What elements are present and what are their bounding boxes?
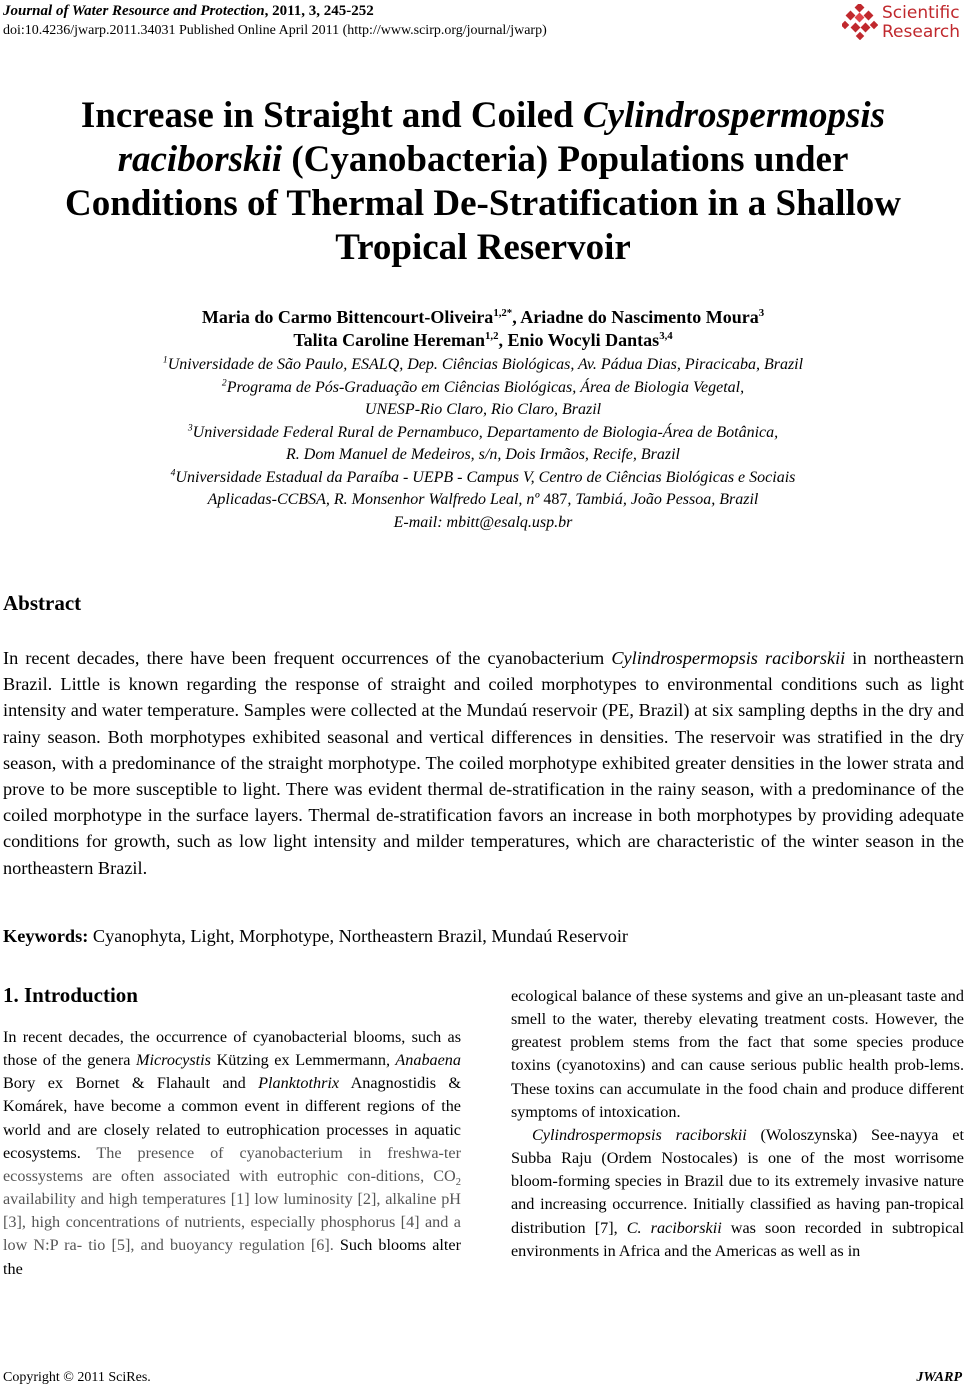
author-1-sup: 1,2* [493,307,513,319]
affiliation-2-num: 2 [221,377,227,389]
intro-p2-species: Cylindrospermopsis raciborskii [532,1125,747,1144]
affiliation-2-text: Programa de Pós-Graduação em Ciências Biológicas, Área de Biologia Vegetal, [226,378,745,396]
authors [0,306,966,352]
journal-header [3,2,374,21]
intro-p2-species-abbr: C. raciborskii [626,1218,722,1237]
abstract-body [3,645,964,881]
email-label: E-mail [393,513,438,531]
affiliation-4b-post: , Tambiá, João Pessoa, Brazil [567,491,759,508]
intro-p1-genus-1: Microcystis [136,1051,211,1070]
affiliation-4-text: Universidade Estadual da Paraíba - UEPB - Campus V, Centro de Ciências Biológicas e Sociais [175,468,796,486]
intro-p1-g: Anagnostidis & Komárek, have become a common event in different regions of the world and are closely related to eutrophication processes in aquatic ecosystems. [3,1074,461,1162]
abstract-heading: Abstract [3,591,82,615]
doi-line: doi:10.4236/jwarp.2011.34031 Published Online April 2011 (http://www.scirp.org/journal/jwarp) [3,23,547,38]
intro-p1-c: Kützing ex Lemmermann [210,1051,386,1070]
footer-journal-abbr: JWARP [916,1370,962,1385]
footer-copyright: Copyright © 2011 SciRes. [3,1370,151,1385]
affiliation-4b [0,489,966,512]
title-part2: (Cyanobacteria) Populations under Conditions of Thermal De-Stratification in a Shallow Tropical Reservoir [65,139,901,268]
affiliation-2b: UNESP-Rio Claro, Rio Claro, Brazil [364,401,602,418]
title-part1: Increase in Straight and Coiled [80,95,583,136]
affiliation-3-text: Universidade Federal Rural de Pernambuco, Departamento de Biologia-Área de Botânica, [192,423,779,441]
intro-p1-grey-2: availability and high temperatures [1] low luminosity [2], alkaline pH [3], high concentrations of nutrients, especially phosphorus [4] and a low N:P ra- tio [5], and buoyancy regulation [6]. [3,1190,461,1255]
affiliation-1 [0,354,966,377]
keywords-label: Keywords: [3,926,89,946]
intro-p2-b: (Woloszynska) See-nayya et Subba Raju (Ordem Nostocales) is one of the most worrisome bloom-forming species in Brazil due to its extremely invasive nature and increasing occurrence. Initially classified as having pan-tropical distribution [7], [511,1125,964,1237]
affiliation-2 [0,377,966,400]
intro-p1-grey-1: The presence of cyanobacterium in freshwa-ter ecossystems are often associated with eutrophic con-ditions, CO [3,1143,461,1185]
keywords [3,924,628,948]
intro-p1-e: Bory ex Bornet & Flahault and [3,1074,259,1093]
email-line [0,512,966,535]
author-4: , Enio Wocyli Dantas [498,330,660,350]
intro-right-column [511,985,964,1263]
title-species: Cylindrospermopsis raciborskii [117,95,886,180]
affiliation-1-num: 1 [162,354,168,366]
affiliation-4 [0,467,966,490]
intro-p1-genus-3: Planktothrix [258,1074,340,1093]
journal-name: Journal of Water Resource and Protection [3,3,265,19]
affiliation-1-text: Universidade de São Paulo, ESALQ, Dep. Ciências Biológicas, Av. Pádua Dias, Piracicaba, Brazil [167,356,804,373]
intro-paragraph-2 [511,1124,964,1263]
intro-paragraph-1 [3,1026,461,1281]
author-4-sup: 3,4 [659,330,673,342]
publisher-logo [842,2,962,42]
author-3: Talita Caroline Hereman [293,330,485,350]
author-2-sup: 3 [758,307,765,319]
intro-p1-subscript: 2 [455,1177,461,1189]
email-address[interactable]: : mbitt@esalq.usp.br [437,513,573,531]
affiliation-3 [0,422,966,445]
intro-p2-d: was soon recorded in subtropical environments in Africa and the Americas as well as in [511,1218,964,1260]
affiliation-3-num: 3 [187,422,193,434]
intro-paragraph-1-cont: ecological balance of these systems and give an un-pleasant taste and smell to the water, thereby elevating treatment costs. However, the greatest problem stems from the fact that some species produce toxins (cyanotoxins) and can cause serious public health prob-lems. These toxins can accumulate in the food chain and produce different symptoms of intoxication. [511,987,964,1121]
affiliation-4b-pre: Aplicadas-CCBSA, R. Monsenhor Walfredo Leal, nº [207,491,544,508]
introduction-heading: 1. Introduction [3,983,138,1007]
abstract-text-2: in northeastern Brazil. Little is known regarding the response of straight and coiled morphotypes to environmental conditions such as light intensity and water temperature. Samples were collected at the Mundaú reservoir (PE, Brazil) at six sampling depths in the dry and rainy season. Both morphotypes exhibited seasonal and vertical differences in densities. The reservoir was stratified in the dry season, with a predominance of the straight morphotype. The coiled morphotype exhibited greater densities in the lower strata and prove to be more susceptible to light. There was evident thermal de-stratification in the rainy season, with a predominance of the coiled morphotype in the surface layers. Thermal de-stratification favors an increase in both morphotypes by providing adequate conditions for growth, such as low light intensity and milder temperatures, which are characteristic of the winter season in the northeastern Brazil. [3,648,964,878]
abstract-text-1: In recent decades, there have been frequent occurrences of the cyanobacterium [3,648,612,668]
author-1: Maria do Carmo Bittencourt-Oliveira [201,307,494,327]
intro-p1-genus-2: , Anabaena [386,1051,461,1070]
logo-text-line2: Research [882,22,960,42]
author-3-sup: 1,2 [484,330,499,342]
keywords-text: Cyanophyta, Light, Morphotype, Northeastern Brazil, Mundaú Reservoir [88,926,629,946]
abstract-species: Cylindrospermopsis raciborskii [611,648,846,668]
journal-volume: , 2011, 3, 245-252 [264,3,374,19]
affiliation-4-num: 4 [170,467,176,479]
affiliation-3b: R. Dom Manuel de Medeiros, s/n, Dois Irmãos, Recife, Brazil [285,446,680,463]
intro-left-column [3,1026,461,1281]
intro-p1-a: In recent decades, the occurrence of cyanobacterial blooms, such as those of the genera [3,1028,461,1070]
affiliation-4b-number: 487 [543,491,568,508]
paper-title [30,94,936,270]
intro-p1-h: Such blooms alter the [3,1236,461,1278]
logo-text-line1: Scientific [882,3,960,23]
logo-mark-icon [842,4,878,40]
affiliations [0,354,966,534]
author-2: , Ariadne do Nascimento Moura [512,307,759,327]
